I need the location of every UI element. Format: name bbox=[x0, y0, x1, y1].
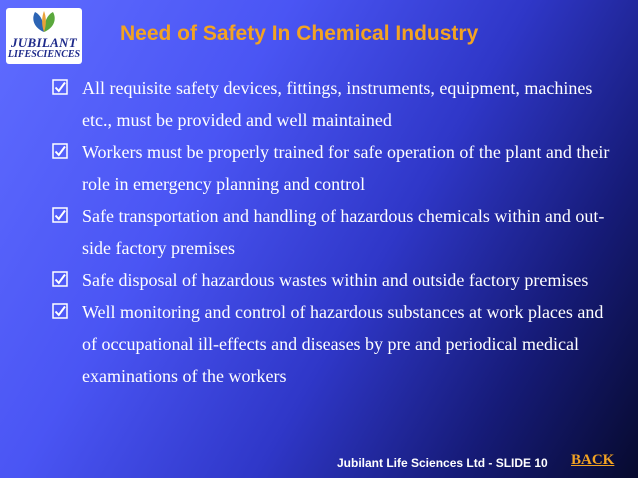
bullet-item bbox=[14, 136, 614, 200]
logo-wordmark: JUBILANT bbox=[11, 35, 77, 50]
slide-footer: Jubilant Life Sciences Ltd - SLIDE 10 bbox=[337, 456, 548, 470]
checkbox-checked-icon bbox=[52, 271, 68, 287]
company-logo bbox=[6, 8, 82, 64]
checkbox-checked-icon bbox=[52, 303, 68, 319]
checkbox-checked-icon bbox=[52, 143, 68, 159]
slide-title: Need of Safety In Chemical Industry bbox=[120, 22, 479, 45]
bullet-item bbox=[14, 264, 614, 296]
bullet-text: Workers must be properly trained for safe operation of the plant and their role in emergency planning and control bbox=[82, 142, 610, 194]
bullet-text: Safe disposal of hazardous wastes within and outside factory premises bbox=[82, 270, 589, 290]
bullet-text: Safe transportation and handling of hazardous chemicals within and out-side factory premises bbox=[82, 206, 605, 258]
checkbox-checked-icon bbox=[52, 79, 68, 95]
leaf-logo-icon bbox=[29, 10, 59, 34]
bullet-text: Well monitoring and control of hazardous substances at work places and of occupational ill-effects and diseases by pre and periodical medical examinations of the workers bbox=[82, 302, 604, 386]
bullet-item bbox=[14, 296, 614, 392]
bullet-item bbox=[14, 72, 614, 136]
bullet-item bbox=[14, 200, 614, 264]
bullet-list bbox=[14, 72, 614, 392]
bullet-text: All requisite safety devices, fittings, instruments, equipment, machines etc., must be provided and well maintained bbox=[82, 78, 593, 130]
checkbox-checked-icon bbox=[52, 207, 68, 223]
back-link[interactable]: BACK bbox=[571, 452, 615, 468]
logo-tagline: LIFESCIENCES bbox=[7, 49, 81, 60]
